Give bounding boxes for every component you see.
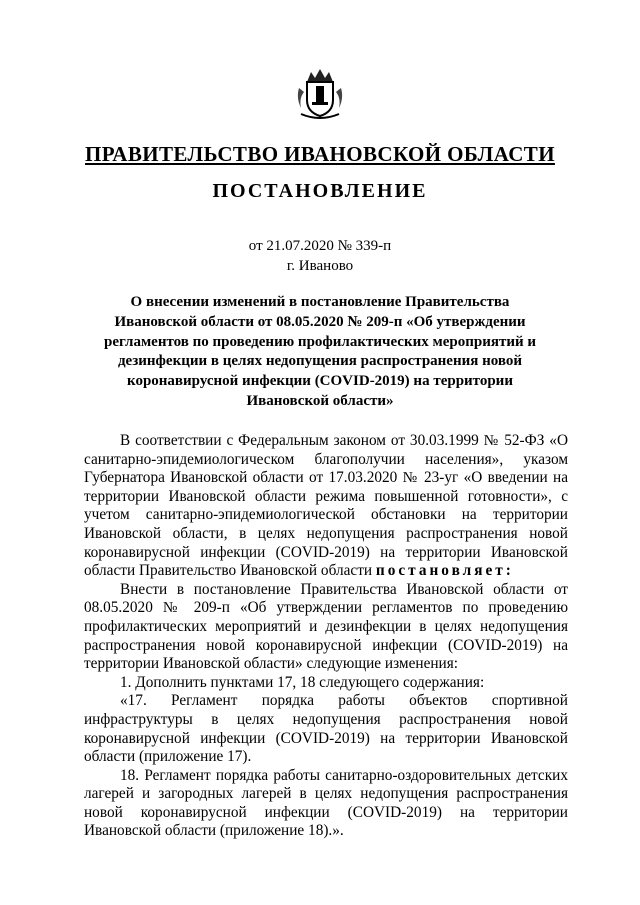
paragraph-preamble xyxy=(84,432,568,581)
document-body xyxy=(84,432,568,841)
coat-of-arms-icon xyxy=(291,64,349,122)
paragraph-item-17: «17. Регламент порядка работы объектов спортивной инфраструктуры в целях недопущения распространения новой коронавирусной инфекции (COVID-2019) на территории Ивановской области (приложение 17). xyxy=(84,692,568,766)
paragraph-amend: Внести в постановление Правительства Ивановской области от 08.05.2020 № 209-п «Об утверждении регламентов по проведению профилактических мероприятий и дезинфекции в целях недопущения распространения новой коронавирусной инфекции (COVID-2019) на территории Ивановской области» следующие изменения: xyxy=(84,580,568,673)
paragraph-item-18: 18. Регламент порядка работы санитарно-оздоровительных детских лагерей и загородных лагерей в целях недопущения распространения новой коронавирусной инфекции (COVID-2019) на территории Ивановской области (приложение 18).». xyxy=(84,766,568,840)
preamble-text: В соответствии с Федеральным законом от 30.03.1999 № 52-ФЗ «О санитарно-эпидемиологическом благополучии населения», указом Губернатора Ивановской области от 17.03.2020 № 23-уг «О введении на территории Ивановской области режима повышенной готовности», с учетом санитарно-эпидемиологической обстановки на территории Ивановской области, в целях недопущения распространения новой коронавирусной инфекции (COVID-2019) на территории Ивановской области Правительство Ивановской области xyxy=(84,432,568,580)
document-title: О внесении изменений в постановление Правительства Ивановской области от 08.05.2020 № 209-п «Об утверждении регламентов по проведению профилактических мероприятий и дезинфекции в целях недопущения распространения новой коронавирусной инфекции (COVID-2019) на территории Ивановской области» xyxy=(103,294,536,409)
document-type: ПОСТАНОВЛЕНИЕ xyxy=(212,180,428,202)
city: г. Иваново xyxy=(286,258,354,274)
organization-name: ПРАВИТЕЛЬСТВО ИВАНОВСКОЙ ОБЛАСТИ xyxy=(85,142,555,166)
resolves-keyword: постановляет: xyxy=(375,562,514,580)
document-meta xyxy=(0,236,640,276)
date-number: от 21.07.2020 № 339-п xyxy=(248,238,392,254)
paragraph-item-1: 1. Дополнить пунктами 17, 18 следующего содержания: xyxy=(120,673,485,691)
